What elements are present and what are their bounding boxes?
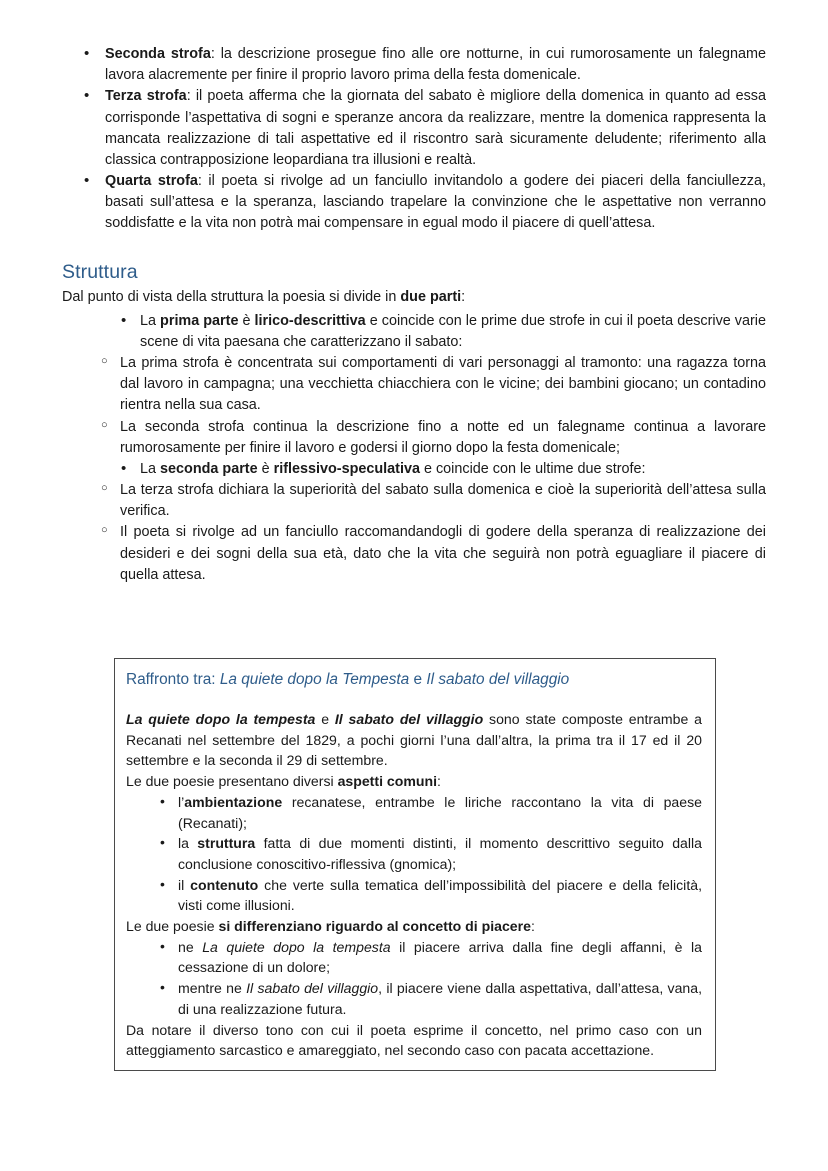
differences-lead (126, 916, 702, 937)
title-conjunction: e (409, 671, 427, 688)
list-item-label: Seconda strofa (105, 46, 211, 62)
intro-rest: sono state composte entrambe a Recanati nel settembre del 1829, a pochi giorni l’una dall’altra, la prima tra il 17 ed il 20 settembre e la seconda il 29 di settembre. (126, 711, 702, 769)
intro-work-2: Il sabato del villaggio (334, 711, 484, 728)
item-post: che verte sulla tematica dell’impossibilità del piacere e della felicità, visti come illusioni. (178, 876, 702, 914)
item-pre: l’ (178, 793, 185, 810)
lead-post: : (437, 773, 441, 790)
lead-bold: aspetti comuni (337, 773, 438, 790)
list-item (83, 171, 766, 235)
item-pre: ne (178, 938, 203, 955)
common-aspects-lead (126, 771, 702, 792)
list-item-label: Terza strofa (105, 88, 187, 105)
list-item-text: : il poeta si rivolge ad un fanciullo invitandolo a godere dei piaceri della fanciullezza, basati sull’attesa e la speranza, lasciando trapelare la convinzione che le aspettative non verranno soddisfatte e la vita non potrà mai compensare in egual modo il piacere di quell’attesa. (105, 173, 766, 232)
intro-work-1: La quiete dopo la tempesta (126, 711, 316, 728)
item-pre: mentre ne (178, 980, 247, 997)
seconda-parte-sublist (62, 480, 766, 586)
item-bold: ambientazione (184, 793, 283, 810)
struttura-lead (62, 287, 766, 308)
text-post: e coincide con le ultime due strofe: (419, 460, 646, 477)
list-item-text: : la descrizione prosegue fino alle ore notturne, in cui rumorosamente un falegname lavora alacremente per finire il proprio lavoro prima della festa domenicale. (105, 46, 766, 84)
sub-list-item: ○ La terza strofa dichiara la superiorità del sabato sulla domenica e cioè la superiorità dell’attesa sulla verifica. (100, 480, 766, 522)
lead-bold: si differenziano riguardo al concetto di piacere (218, 918, 531, 935)
spacer (62, 235, 766, 261)
sub-list-item: ○ Il poeta si rivolge ad un fanciullo raccomandandogli di godere della speranza di realizzazione dei desideri e dei sogni della sua età, dato che la vita che seguirà non potrà eguagliare il piacere di quella attesa. (100, 522, 766, 586)
list-item (159, 978, 702, 1019)
list-item (159, 833, 702, 874)
common-aspects-list (126, 792, 702, 916)
text-post: e coincide con le prime due strofe in cui il poeta descrive varie scene di vita paesana che caratterizzano il sabato: (140, 312, 766, 350)
list-item (159, 875, 702, 916)
item-post: recanatese, entrambe le liriche raccontano la vita di paese (Recanati); (178, 793, 702, 831)
list-item-label: Quarta strofa (105, 173, 198, 190)
item-work-title: La quiete dopo la tempesta (202, 938, 391, 955)
list-item (83, 44, 766, 86)
text-bold-1: prima parte (160, 312, 239, 329)
section-heading-struttura: Struttura (62, 260, 138, 283)
comparison-box (114, 658, 716, 1071)
list-item (83, 86, 766, 171)
item-bold: struttura (197, 835, 256, 852)
text-bold-1: seconda parte (160, 460, 258, 477)
strofe-list (62, 44, 766, 235)
lead-pre: Le due poesie (126, 918, 219, 935)
text-mid: è (257, 460, 274, 477)
lead-before: Dal punto di vista della struttura la poesia si divide in (62, 288, 401, 305)
list-item-text: : il poeta afferma che la giornata del sabato è migliore della domenica in quanto ad essa corrisponde l’aspettativa di sogni e speranze ancora da realizzare, mentre la domenica rappresenta la mancata realizzazione di tali aspettative ed il riscontro sarà sicuramente deludente; riferimento alla classica contrapposizione leopardiana tra illusioni e realtà. (105, 88, 766, 168)
struttura-parts-list-2 (62, 459, 766, 480)
text-pre: La (140, 460, 161, 477)
struttura-parts-list (62, 311, 766, 353)
item-post: il piacere arriva dalla fine degli affanni, è la cessazione di un dolore; (178, 938, 702, 976)
comparison-closing-paragraph: Da notare il diverso tono con cui il poeta esprime il concetto, nel primo caso con un atteggiamento sarcastico e amareggiato, nel secondo caso con pacata accettazione. (126, 1021, 702, 1059)
text-bold-2: riflessivo-speculativa (273, 460, 420, 477)
list-item-prima-parte (120, 311, 766, 353)
lead-after: : (461, 288, 466, 305)
comparison-intro-paragraph (126, 709, 702, 771)
comparison-box-title (126, 670, 702, 690)
prima-parte-sublist (62, 353, 766, 459)
sub-list-item: ○ La prima strofa è concentrata sui comportamenti di vari personaggi al tramonto: una ragazza torna dal lavoro in campagna; una vecchietta chiacchiera con le vicine; dei bambini giocano; un contadino rientra nella sua casa. (100, 353, 766, 417)
title-work-2: Il sabato del villaggio (426, 671, 570, 688)
title-work-1: La quiete dopo la Tempesta (219, 671, 410, 688)
list-item-seconda-parte (120, 459, 766, 480)
list-item (159, 792, 702, 833)
lead-bold: due parti (400, 288, 462, 305)
intro-conjunction: e (315, 711, 335, 728)
text-mid: è (238, 312, 255, 329)
item-pre: il (178, 876, 191, 893)
differences-list (126, 937, 702, 1020)
item-bold: contenuto (190, 876, 259, 893)
item-post: , il piacere viene dalla aspettativa, dall’attesa, vana, di una realizzazione futura. (178, 980, 703, 1017)
sub-list-item: ○ La seconda strofa continua la descrizione fino a notte ed un falegname continua a lavorare rumorosamente per finire il lavoro e godersi il giorno dopo la festa domenicale; (100, 417, 766, 459)
item-post: fatta di due momenti distinti, il momento descrittivo seguito dalla conclusione conoscitivo-riflessiva (gnomica); (178, 835, 702, 872)
text-bold-2: lirico-descrittiva (254, 312, 366, 329)
list-item (159, 937, 702, 978)
text-pre: La (140, 312, 161, 329)
item-pre: la (178, 835, 198, 852)
item-work-title: Il sabato del villaggio (246, 980, 379, 997)
title-prefix: Raffronto tra: (126, 671, 220, 688)
lead-pre: Le due poesie presentano diversi (126, 773, 338, 790)
lead-post: : (530, 918, 535, 935)
